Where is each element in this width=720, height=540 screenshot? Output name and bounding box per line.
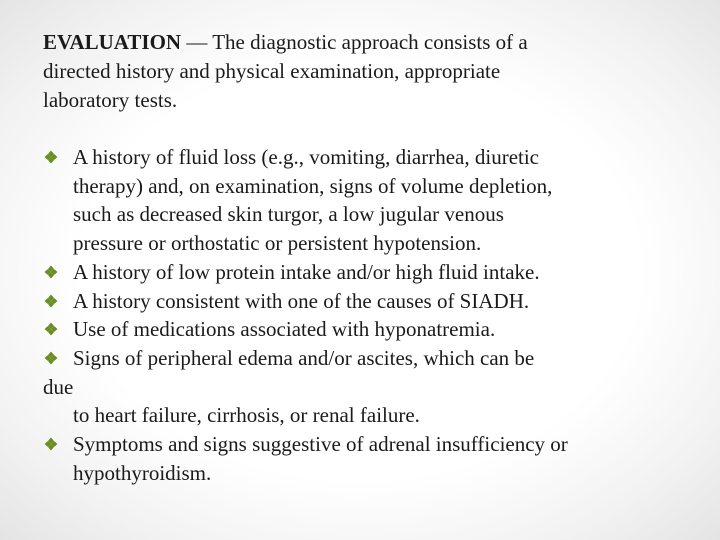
diamond-bullet-icon <box>43 293 65 309</box>
bullet-text: A history of low protein intake and/or high fluid intake. <box>73 259 540 284</box>
bullet-continuation: pressure or orthostatic or persistent hypotension. <box>73 231 482 256</box>
intro-line-3: laboratory tests. <box>43 88 178 112</box>
bullet-wrap-word: due <box>43 374 74 399</box>
intro-text-1: — The diagnostic approach consists of a <box>181 30 528 54</box>
bullet-item-3 <box>43 287 703 316</box>
diamond-bullet-icon <box>43 350 65 366</box>
diamond-bullet-icon <box>43 149 65 165</box>
bullet-continuation: hypothyroidism. <box>73 460 212 485</box>
diamond-bullet-icon <box>43 321 65 337</box>
bullet-text: A history of fluid loss (e.g., vomiting, diarrhea, diuretic <box>73 145 539 169</box>
bullet-continuation: therapy) and, on examination, signs of volume depletion, <box>73 173 553 198</box>
bullet-item-5 <box>43 344 703 373</box>
bullet-text: A history consistent with one of the causes of SIADH. <box>73 288 530 313</box>
bullet-item-4 <box>43 315 703 344</box>
bullet-continuation: such as decreased skin turgor, a low jugular venous <box>73 202 504 227</box>
bullet-list <box>43 143 703 487</box>
bullet-text: Symptoms and signs suggestive of adrenal insufficiency or <box>73 432 568 457</box>
bullet-text: Use of medications associated with hyponatremia. <box>73 317 496 342</box>
diamond-bullet-icon <box>43 436 65 452</box>
intro-line-2: directed history and physical examination, appropriate <box>43 59 501 83</box>
diamond-bullet-icon <box>43 264 65 280</box>
bullet-item-1 <box>43 143 703 172</box>
bullet-continuation: to heart failure, cirrhosis, or renal failure. <box>73 403 420 428</box>
intro-paragraph <box>43 28 693 115</box>
intro-line-1 <box>43 28 693 57</box>
bullet-item-6 <box>43 430 703 459</box>
bullet-text: Signs of peripheral edema and/or ascites, which can be <box>73 345 535 370</box>
section-heading: EVALUATION <box>43 30 182 54</box>
bullet-item-2 <box>43 258 703 287</box>
